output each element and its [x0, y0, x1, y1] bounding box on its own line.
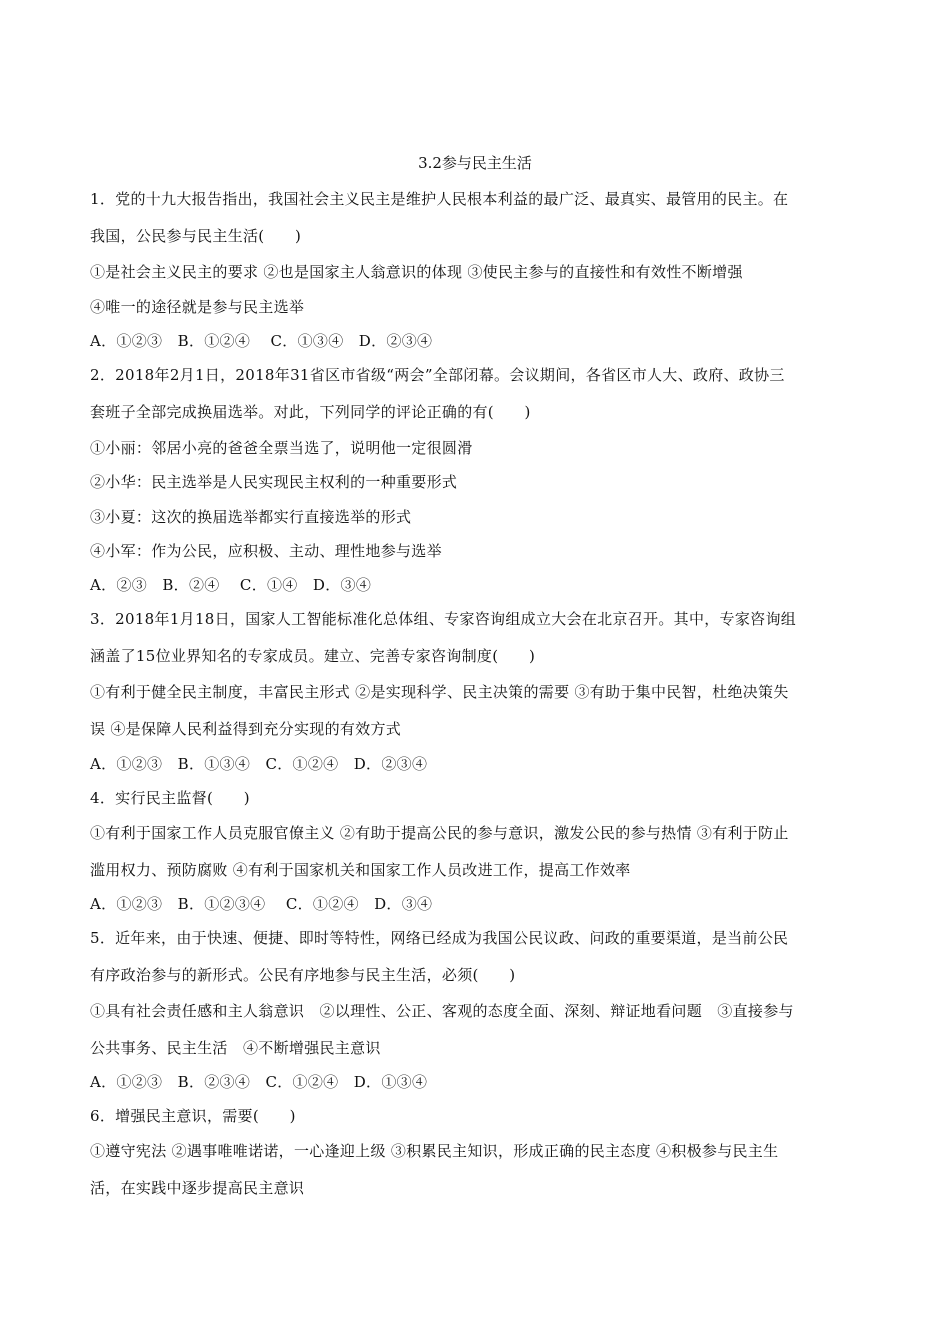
text-line: A．①②③ B．①③④ C．①②④ D．②③④: [90, 755, 428, 773]
text-line: ①具有社会责任感和主人翁意识 ②以理性、公正、客观的态度全面、深刻、辩证地看问题 ③直接参与: [90, 1002, 794, 1020]
text-line: ②小华：民主选举是人民实现民主权利的一种重要形式: [90, 473, 458, 491]
text-line: 套班子全部完成换届选举。对此，下列同学的评论正确的有( ): [90, 403, 531, 421]
text-line: 有序政治参与的新形式。公民有序地参与民主生活，必须( ): [90, 966, 516, 984]
text-line: 误 ④是保障人民利益得到充分实现的有效方式: [90, 720, 402, 738]
text-line: 涵盖了15位业界知名的专家成员。建立、完善专家咨询制度( ): [90, 647, 536, 665]
text-line: ④唯一的途径就是参与民主选举: [90, 298, 305, 316]
text-line: 5．近年来，由于快速、便捷、即时等特性，网络已经成为我国公民议政、问政的重要渠道，是当前公民: [90, 929, 789, 947]
text-line: 6．增强民主意识，需要( ): [90, 1107, 296, 1125]
text-line: 滥用权力、预防腐败 ④有利于国家机关和国家工作人员改进工作，提高工作效率: [90, 861, 631, 879]
page-title: 3.2参与民主生活: [418, 154, 532, 172]
text-line: A．②③ B．②④ C．①④ D．③④: [90, 576, 372, 594]
text-line: ①有利于健全民主制度，丰富民主形式 ②是实现科学、民主决策的需要 ③有助于集中民智，杜绝决策失: [90, 683, 789, 701]
text-line: ①遵守宪法 ②遇事唯唯诺诺，一心逢迎上级 ③积累民主知识，形成正确的民主态度 ④积极参与民主生: [90, 1142, 779, 1160]
text-line: 1．党的十九大报告指出，我国社会主义民主是维护人民根本利益的最广泛、最真实、最管用的民主。在: [90, 190, 789, 208]
text-line: ①是社会主义民主的要求 ②也是国家主人翁意识的体现 ③使民主参与的直接性和有效性不断增强: [90, 263, 743, 281]
text-line: 我国，公民参与民主生活( ): [90, 227, 302, 245]
text-line: 活，在实践中逐步提高民主意识: [90, 1179, 305, 1197]
text-line: ③小夏：这次的换届选举都实行直接选举的形式: [90, 508, 412, 526]
text-line: 4．实行民主监督( ): [90, 789, 250, 807]
text-line: 2．2018年2月1日，2018年31省区市省级“两会”全部闭幕。会议期间，各省区市人大、政府、政协三: [90, 366, 785, 384]
text-line: 公共事务、民主生活 ④不断增强民主意识: [90, 1039, 381, 1057]
text-line: ④小军：作为公民，应积极、主动、理性地参与选举: [90, 542, 442, 560]
text-line: A．①②③ B．①②④ C．①③④ D．②③④: [90, 332, 433, 350]
text-line: ①小丽：邻居小亮的爸爸全票当选了，说明他一定很圆滑: [90, 439, 473, 457]
text-line: 3．2018年1月18日，国家人工智能标准化总体组、专家咨询组成立大会在北京召开。其中，专家咨询组: [90, 610, 797, 628]
text-line: A．①②③ B．②③④ C．①②④ D．①③④: [90, 1073, 428, 1091]
text-line: A．①②③ B．①②③④ C．①②④ D．③④: [90, 895, 433, 913]
text-line: ①有利于国家工作人员克服官僚主义 ②有助于提高公民的参与意识，激发公民的参与热情 ③有利于防止: [90, 824, 789, 842]
